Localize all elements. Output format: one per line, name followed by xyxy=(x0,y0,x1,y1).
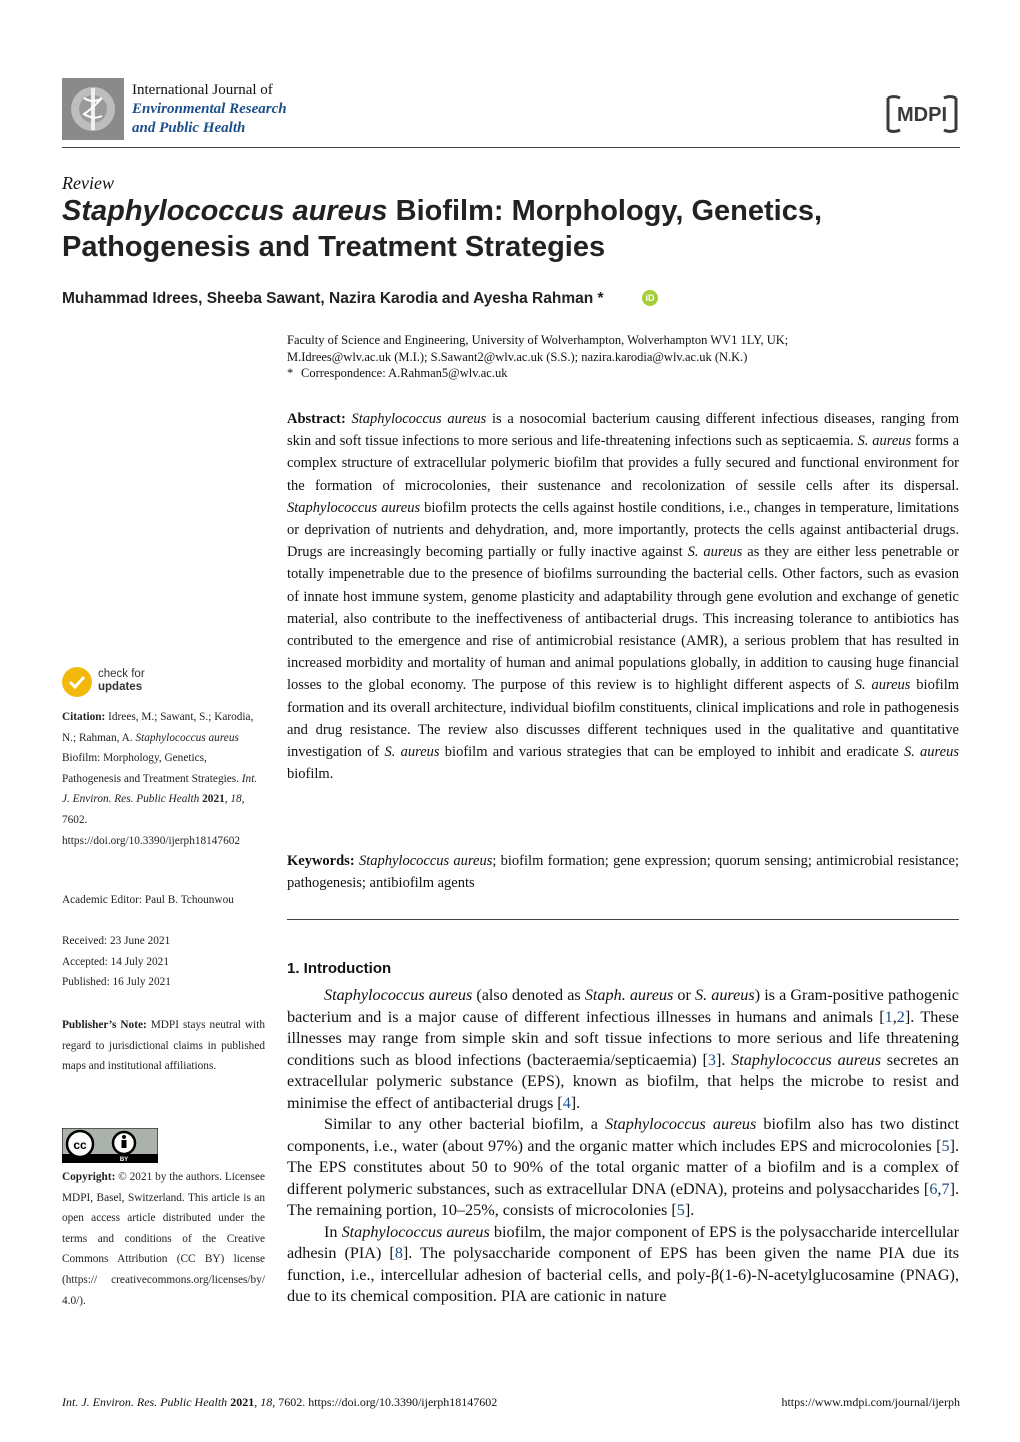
correspondence-star: * xyxy=(287,366,294,380)
abstract-text: biofilm and various strategies that can be employed to inhibit and eradicate xyxy=(439,744,904,761)
text: biofilm, the major component of EPS is the polysaccharide intercellular adhesin (PIA) [ xyxy=(287,1222,959,1262)
citation-text: Biofilm: Morphology, Genetics, Pathogenesis and Treatment Strategies. xyxy=(62,752,242,785)
reference-link[interactable]: 7 xyxy=(941,1179,950,1198)
text: Similar to any other bacterial biofilm, a xyxy=(324,1115,606,1133)
publisher-note xyxy=(62,1015,265,1077)
text: ]. xyxy=(684,1201,695,1219)
footer-journal: Int. J. Environ. Res. Public Health xyxy=(62,1395,228,1409)
footer-journal-url[interactable]: https://www.mdpi.com/journal/ijerph xyxy=(781,1395,960,1409)
text: secretes an extracellular polymeric substance (EPS), known as biofilm, that helps the microbe to resist and minimise the effect of antibacterial drugs [ xyxy=(287,1050,960,1112)
citation-block xyxy=(62,707,265,851)
publisher-note-text: MDPI stays neutral with regard to jurisdictional claims in published maps and institutional affiliations. xyxy=(62,1019,265,1073)
mdpi-logo-text: MDPI xyxy=(897,104,947,126)
text: ) is a Gram-positive pathogenic bacterium and is a major cause of different infectious illnesses in humans and animals [ xyxy=(287,986,959,1026)
affiliations xyxy=(287,332,959,382)
citation-doi[interactable]: , 7602. https://doi.org/10.3390/ijerph18147602 xyxy=(62,793,245,847)
abstract-species: S. aureus xyxy=(384,744,440,761)
orcid-icon[interactable]: iD xyxy=(642,290,658,306)
section-heading-introduction: 1. Introduction xyxy=(287,960,392,977)
abstract-label: Abstract: xyxy=(287,411,346,427)
footer-year: 2021 xyxy=(230,1395,255,1409)
reference-link[interactable]: 5 xyxy=(941,1136,950,1155)
citation-volume: 18 xyxy=(230,793,242,806)
svg-text:cc: cc xyxy=(73,1138,87,1152)
citation-italic: Staphylococcus aureus xyxy=(135,731,239,744)
species-name: Staphylococcus aureus xyxy=(324,986,473,1004)
footer-volume: 18 xyxy=(260,1395,273,1409)
abstract-species: S. aureus xyxy=(854,677,911,694)
text: , xyxy=(937,1179,942,1198)
abstract-text: biofilm formation and its overall architecture, individual biofilm constituents, clinical implications and role in pathogenesis and drug resistance. The review also discusses different techniques used in the qualitative and quantitative investigation of xyxy=(287,677,959,761)
journal-name-line3: and Public Health xyxy=(132,120,246,136)
species-name: Staphylococcus aureus xyxy=(605,1115,757,1133)
journal-name-line1: International Journal of xyxy=(132,82,273,98)
citation-text: Idrees, M.; Sawant, S.; Karodia, N.; Rahman, A. xyxy=(62,711,254,744)
text: ]. The polysaccharide component of EPS has been given the name PIA due its function, i.e., intercellular adhesion of bacterial cells, and poly-β(1-6)-N-acetylglucosamine (PNAG), due to its chemical composition. PIA are cationic in nature xyxy=(287,1244,960,1305)
text: ]. xyxy=(716,1050,732,1069)
text: ]. The EPS constitutes about 50 to 90% of the total organic matter of a biofilm and is a complex of different polymeric substances, such as extracellular DNA (eDNA), proteins and polysaccharides [ xyxy=(287,1136,959,1198)
reference-link[interactable]: 8 xyxy=(394,1244,403,1262)
cc-by-license-badge[interactable] xyxy=(62,1128,158,1163)
abstract-text: biofilm protects the cells against hostile conditions, i.e., changes in temperature, limitations or deprivation of nutrients and dehydration, and, more importantly, protects the cells against antibacterial drugs. Drugs are increasingly becoming partially or fully inactive against xyxy=(287,499,959,561)
correspondence-email[interactable]: Correspondence: A.Rahman5@wlv.ac.uk xyxy=(301,366,508,380)
species-name: S. aureus xyxy=(695,986,755,1004)
species-name: Staphylococcus aureus xyxy=(341,1222,490,1241)
text: ]. xyxy=(570,1093,581,1112)
mdpi-logo xyxy=(884,94,960,134)
abstract-species: Staphylococcus aureus xyxy=(287,499,421,516)
citation-label: Citation: xyxy=(62,711,106,723)
citation-year: 2021 xyxy=(202,793,225,806)
check-updates-label xyxy=(98,668,145,694)
keywords-label: Keywords: xyxy=(287,853,355,869)
reference-link[interactable]: 1 xyxy=(884,1007,893,1026)
affiliation-line1: Faculty of Science and Engineering, University of Wolverhampton, Wolverhampton WV1 1LY, UK; xyxy=(287,333,789,347)
paragraph xyxy=(287,985,959,1114)
abstract-species: S. aureus xyxy=(857,433,912,450)
publication-dates xyxy=(62,931,265,993)
journal-name xyxy=(132,81,287,138)
abstract-species: S. aureus xyxy=(687,544,743,561)
copyright-label: Copyright: xyxy=(62,1171,116,1183)
abstract-text: forms a complex structure of extracellular polymeric biofilm that provides a fully secured and functional environment for the formation of microcolonies, their sustenance and recolonization of sessile cells after its dispersal. xyxy=(287,433,960,494)
paragraph xyxy=(287,1114,959,1222)
abstract-text: biofilm. xyxy=(287,766,334,783)
check-updates-line1: check for xyxy=(98,668,145,680)
footer-text: , xyxy=(254,1395,261,1409)
svg-text:BY: BY xyxy=(119,1157,129,1163)
journal-name-line2: Environmental Research xyxy=(132,101,287,117)
abstract-species: S. aureus xyxy=(903,744,959,761)
text: , xyxy=(892,1007,897,1026)
species-name: Staph. aureus xyxy=(584,986,674,1004)
abstract-text: is a nosocomial bacterium causing different infectious diseases, ranging from skin and soft tissue infections to more serious and life-threatening infections such as septicaemia. xyxy=(287,411,959,450)
publisher-note-label: Publisher’s Note: xyxy=(62,1019,147,1031)
text: (also denoted as xyxy=(472,986,585,1004)
check-for-updates-button[interactable] xyxy=(62,667,202,701)
accepted-date: Accepted: 14 July 2021 xyxy=(62,955,169,968)
footer-citation xyxy=(62,1395,497,1410)
species-name: Staphylococcus aureus xyxy=(731,1050,882,1069)
check-updates-line2: updates xyxy=(98,681,143,693)
affiliation-emails[interactable]: M.Idrees@wlv.ac.uk (M.I.); S.Sawant2@wlv.ac.uk (S.S.); nazira.karodia@wlv.ac.uk (N.K.) xyxy=(287,349,748,364)
abstract-text: as they are either less penetrable or totally impenetrable due to the presence of biofilms surrounding the bacterial cells. Other factors, such as evasion of innate host immune system, genome plasticity and adaptability through gene evolution and exchange of genetic material, also contribute to the ineffectiveness of antibacterial drugs. This increasing tolerance to antibiotics has contributed to the emergence and rise of antimicrobial resistance (AMR), a serious problem that has resulted in increased morbidity and mortality of human and animal populations globally, in addition to causing huge financial losses to the global economy. The purpose of this review is to highlight different aspects of xyxy=(287,544,960,694)
keywords-list: ; biofilm formation; gene expression; quorum sensing; antimicrobial resistance; pathogenesis; antibiofilm agents xyxy=(287,853,960,892)
reference-link[interactable]: 2 xyxy=(896,1007,905,1026)
reference-link[interactable]: 6 xyxy=(929,1179,938,1198)
copyright-text: © 2021 by the authors. Licensee MDPI, Basel, Switzerland. This article is an open access article distributed under the terms and conditions of the Creative Commons Attribution (CC BY) license (https:// creativecommons.org/licenses/by/ 4.0/). xyxy=(62,1171,265,1307)
text: biofilm also has two distinct components, i.e., water (about 97%) and the organic matter which includes EPS and microcolonies [ xyxy=(287,1115,960,1155)
published-date: Published: 16 July 2021 xyxy=(62,976,171,989)
received-date: Received: 23 June 2021 xyxy=(62,935,171,947)
abstract xyxy=(287,408,959,785)
reference-link[interactable]: 3 xyxy=(707,1050,716,1069)
title-line1-rest: Biofilm: Morphology, Genetics, xyxy=(387,195,823,227)
text: or xyxy=(673,986,695,1004)
header-divider xyxy=(62,147,960,148)
keywords xyxy=(287,850,959,894)
journal-logo xyxy=(62,78,124,140)
text: In xyxy=(324,1222,342,1241)
text: ]. The remaining portion, 10–25%, consists of microcolonies [ xyxy=(287,1179,959,1219)
copyright-notice xyxy=(62,1167,265,1311)
text: ]. These illnesses may range from simple skin and soft tissue infections to more serious and life threatening conditions such as blood infections (bacteraemia/septicaemia) [ xyxy=(287,1007,959,1069)
reference-link[interactable]: 5 xyxy=(676,1201,685,1219)
author-list: Muhammad Idrees, Sheeba Sawant, Nazira Karodia and Ayesha Rahman * xyxy=(62,290,604,307)
reference-link[interactable]: 4 xyxy=(562,1093,571,1112)
abstract-divider xyxy=(287,919,959,920)
citation-text: , xyxy=(224,793,231,806)
footer-doi[interactable]: , 7602. https://doi.org/10.3390/ijerph18147602 xyxy=(272,1395,498,1409)
article-title xyxy=(62,193,960,265)
title-line2: Pathogenesis and Treatment Strategies xyxy=(62,231,606,263)
citation-journal: Int. J. Environ. Res. Public Health xyxy=(62,772,258,806)
check-updates-icon xyxy=(62,667,92,697)
article-type: Review xyxy=(62,173,114,193)
academic-editor: Academic Editor: Paul B. Tchounwou xyxy=(62,894,234,906)
abstract-species: Staphylococcus aureus xyxy=(351,411,487,427)
introduction-body xyxy=(287,985,959,1308)
paragraph xyxy=(287,1222,959,1308)
keyword-italic: Staphylococcus aureus xyxy=(358,853,493,869)
correspondence xyxy=(287,365,959,382)
title-italic: Staphylococcus aureus xyxy=(62,195,388,227)
